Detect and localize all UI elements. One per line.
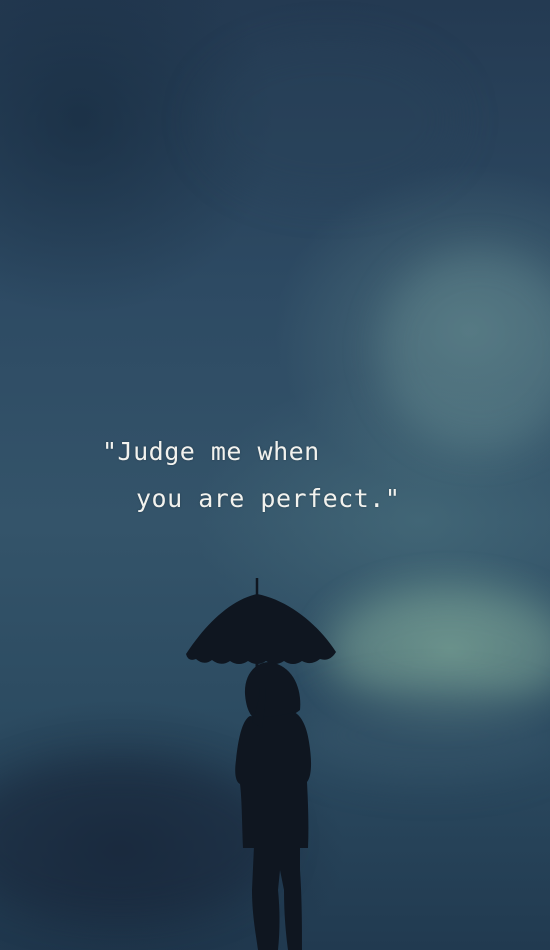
cloud-glow bbox=[380, 250, 550, 450]
umbrella-silhouette bbox=[170, 570, 360, 950]
quote-line-2: you are perfect." bbox=[136, 484, 401, 513]
person-legs bbox=[252, 846, 302, 950]
person-body bbox=[235, 712, 311, 848]
person-head bbox=[245, 662, 300, 721]
umbrella-canopy bbox=[186, 594, 336, 664]
quote-line-1: "Judge me when bbox=[102, 437, 320, 466]
quote-text bbox=[0, 428, 550, 522]
cloud-dark bbox=[200, 40, 460, 200]
